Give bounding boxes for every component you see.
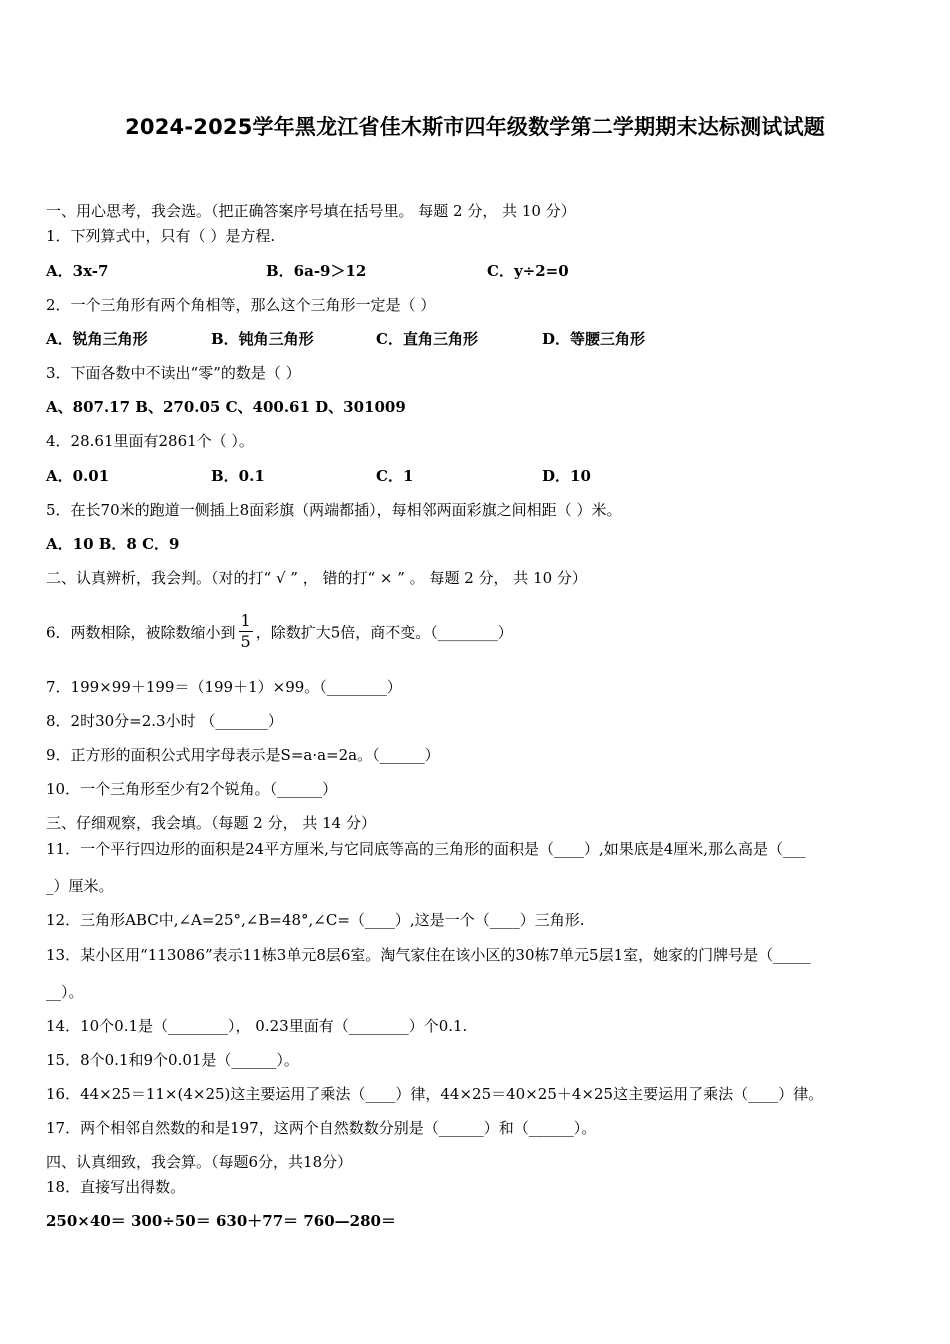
q4-option-d: D．10 — [542, 467, 591, 485]
section-2-heading: 二、认真辨析，我会判。（对的打“ √ ” ， 错的打“ × ” 。 每题 2 分， 共 10 分） — [46, 569, 587, 587]
question-15: 15．8个0.1和9个0.01是（______）。 — [46, 1051, 299, 1069]
question-13-line-1: 13．某小区用“113086”表示11栋3单元8层6室。淘气家住在该小区的30栋7单元5层1室，她家的门牌号是（_____ — [46, 946, 811, 964]
question-6 — [46, 613, 513, 654]
q6-text-after: ，除数扩大5倍，商不变。（________） — [255, 623, 513, 642]
q2-option-a: A．锐角三角形 — [46, 330, 148, 348]
q1-option-c: C．y÷2=0 — [487, 262, 569, 280]
section-3-heading: 三、仔细观察，我会填。（每题 2 分， 共 14 分） — [46, 814, 376, 832]
question-1: 1．下列算式中，只有（ ）是方程. — [46, 227, 276, 245]
q6-fraction — [239, 611, 253, 652]
section-1-heading: 一、用心思考，我会选。（把正确答案序号填在括号里。 每题 2 分， 共 10 分） — [46, 202, 576, 220]
q18-calculations: 250×40＝ 300÷50＝ 630＋77＝ 760—280＝ — [46, 1212, 396, 1230]
question-5: 5．在长70米的跑道一侧插上8面彩旗（两端都插），每相邻两面彩旗之间相距（ ）米。 — [46, 501, 622, 519]
q3-options: A、807.17 B、270.05 C、400.61 D、301009 — [46, 398, 406, 416]
question-14: 14．10个0.1是（________）， 0.23里面有（________）个0.1. — [46, 1017, 468, 1035]
q6-fraction-denominator: 5 — [240, 632, 251, 651]
question-7: 7．199×99＋199＝（199＋1）×99。（________） — [46, 678, 402, 696]
question-13-line-2: __）。 — [46, 983, 84, 1001]
section-4-heading: 四、认真细致，我会算。（每题6分，共18分） — [46, 1153, 353, 1171]
page-title: 2024-2025学年黑龙江省佳木斯市四年级数学第二学期期末达标测试试题 — [125, 115, 825, 139]
q2-option-c: C．直角三角形 — [376, 330, 478, 348]
q4-option-c: C．1 — [376, 467, 414, 485]
question-18: 18．直接写出得数。 — [46, 1178, 186, 1196]
q6-fraction-numerator: 1 — [240, 611, 251, 630]
q5-options: A．10 B．8 C．9 — [46, 535, 180, 553]
q6-text-before: 6．两数相除，被除数缩小到 — [46, 623, 236, 642]
question-9: 9．正方形的面积公式用字母表示是S=a·a=2a。（______） — [46, 746, 440, 764]
question-3: 3．下面各数中不读出“零”的数是（ ） — [46, 364, 301, 382]
question-4: 4．28.61里面有2861个（ ）。 — [46, 432, 254, 450]
question-2: 2．一个三角形有两个角相等，那么这个三角形一定是（ ） — [46, 296, 436, 314]
q1-option-a: A．3x-7 — [46, 262, 109, 280]
q1-option-b: B．6a-9＞12 — [266, 262, 367, 280]
question-11-line-2: _）厘米。 — [46, 877, 114, 895]
question-8: 8．2时30分=2.3小时 （_______） — [46, 712, 283, 730]
question-16: 16．44×25＝11×(4×25)这主要运用了乘法（____）律，44×25＝40×25＋4×25这主要运用了乘法（____）律。 — [46, 1085, 824, 1103]
question-12: 12．三角形ABC中,∠A=25°,∠B=48°,∠C=（____）,这是一个（____）三角形. — [46, 911, 585, 929]
q2-option-b: B．钝角三角形 — [211, 330, 314, 348]
q2-option-d: D．等腰三角形 — [542, 330, 646, 348]
question-17: 17．两个相邻自然数的和是197，这两个自然数数分别是（______）和（______）。 — [46, 1119, 597, 1137]
q4-option-b: B．0.1 — [211, 467, 265, 485]
question-10: 10．一个三角形至少有2个锐角。（______） — [46, 780, 338, 798]
q4-option-a: A．0.01 — [46, 467, 110, 485]
question-11-line-1: 11．一个平行四边形的面积是24平方厘米,与它同底等高的三角形的面积是（____）,如果底是4厘米,那么高是（___ — [46, 840, 806, 858]
